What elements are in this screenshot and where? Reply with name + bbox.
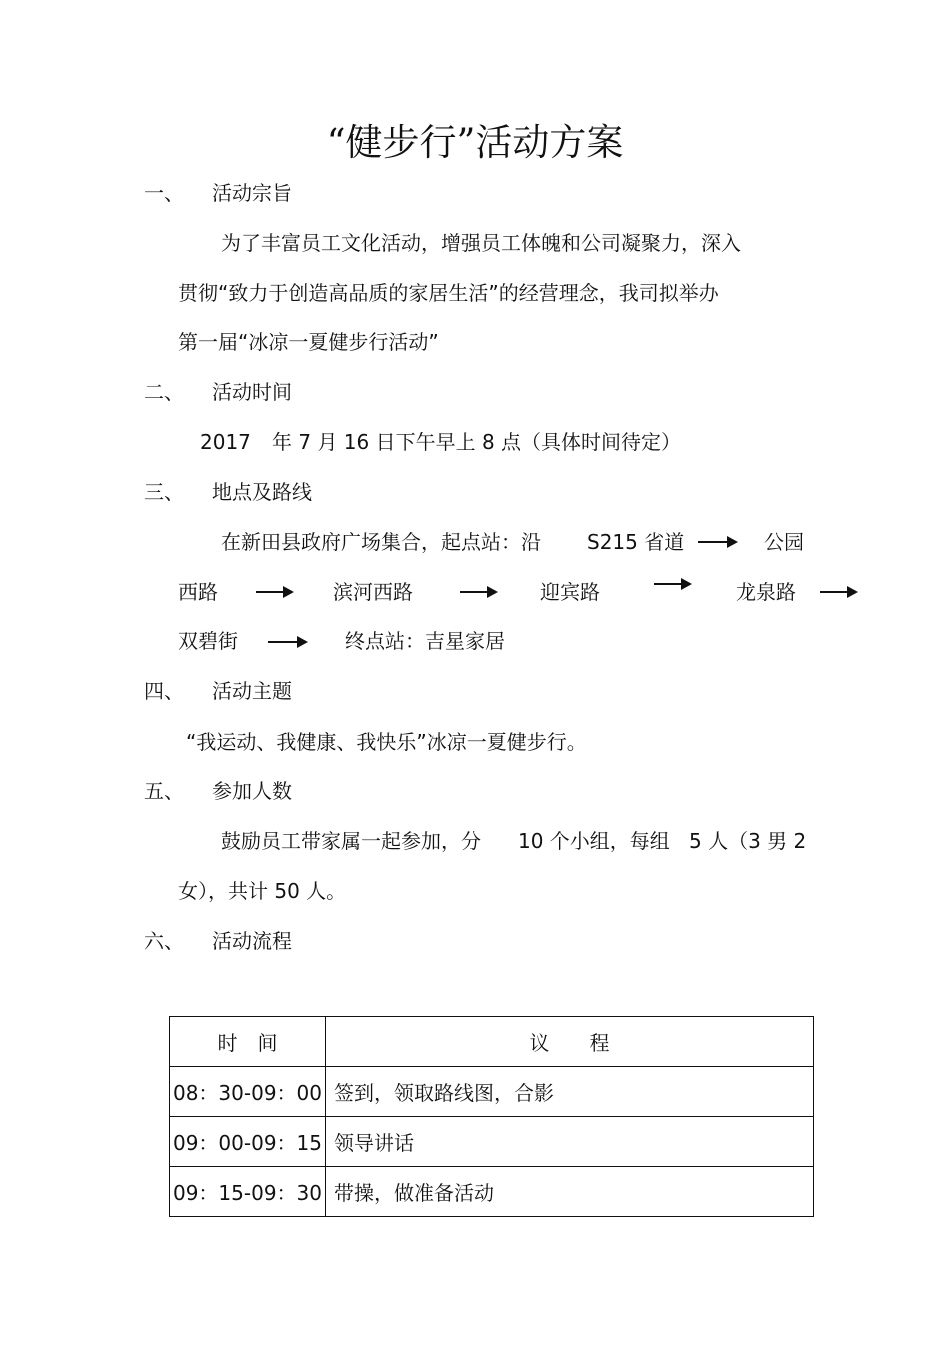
schedule-time: 09：00-09：15 [170, 1117, 326, 1167]
section-number: 一、 [144, 181, 184, 205]
section-number: 三、 [144, 480, 184, 504]
section-number: 五、 [144, 779, 184, 803]
arrow-right-icon [460, 591, 496, 593]
arrow-right-icon [698, 541, 736, 543]
paragraph-line: 第一届“冰凉一夏健步行活动” [178, 330, 439, 354]
section-number: 四、 [144, 679, 184, 703]
section-heading: 参加人数 [212, 779, 292, 803]
section-heading: 活动时间 [212, 380, 292, 404]
section-number: 六、 [144, 929, 184, 953]
section-heading: 活动流程 [212, 929, 292, 953]
arrow-right-icon [820, 591, 856, 593]
date-text: 年 7 月 16 日下午早上 8 点（具体时间待定） [272, 430, 682, 454]
route-stop: 双碧街 [178, 629, 238, 653]
section-heading: 活动宗旨 [212, 181, 292, 205]
section-number: 二、 [144, 380, 184, 404]
section-heading: 活动主题 [212, 679, 292, 703]
paragraph-line: 鼓励员工带家属一起参加，分 [221, 829, 481, 853]
schedule-time: 09：15-09：30 [170, 1167, 326, 1217]
route-stop: 滨河西路 [333, 580, 413, 604]
schedule-item: 领导讲话 [326, 1117, 814, 1167]
arrow-right-icon [268, 641, 306, 643]
route-stop: 迎宾路 [540, 580, 600, 604]
schedule-item: 签到，领取路线图，合影 [326, 1067, 814, 1117]
paragraph-line: 为了丰富员工文化活动，增强员工体魄和公司凝聚力，深入 [221, 231, 741, 255]
arrow-right-icon [256, 591, 292, 593]
table-row [170, 1117, 814, 1167]
schedule-table [169, 1016, 814, 1217]
column-header-time: 时 间 [170, 1017, 326, 1067]
section-heading: 地点及路线 [212, 480, 312, 504]
paragraph-line: 10 个小组，每组 [518, 829, 670, 853]
theme-text: “我运动、我健康、我快乐”冰凉一夏健步行。 [186, 730, 587, 754]
route-stop: 西路 [178, 580, 218, 604]
column-header-agenda: 议 程 [326, 1017, 814, 1067]
paragraph-line: 5 人（3 男 2 [689, 829, 807, 853]
route-stop: 龙泉路 [736, 580, 796, 604]
route-stop: 公园 [764, 530, 804, 554]
paragraph-line: 贯彻“致力于创造高品质的家居生活”的经营理念，我司拟举办 [178, 281, 719, 305]
table-header-row [170, 1017, 814, 1067]
route-end: 终点站：吉星家居 [345, 629, 505, 653]
table-row [170, 1167, 814, 1217]
arrow-right-icon [654, 583, 690, 585]
schedule-item: 带操，做准备活动 [326, 1167, 814, 1217]
schedule-time: 08：30-09：00 [170, 1067, 326, 1117]
document-title: “健步行”活动方案 [326, 121, 624, 164]
table-row [170, 1067, 814, 1117]
route-road: S215 省道 [587, 530, 685, 554]
route-intro: 在新田县政府广场集合，起点站：沿 [221, 530, 541, 554]
date-year: 2017 [200, 430, 251, 454]
paragraph-line: 女），共计 50 人。 [178, 879, 347, 903]
